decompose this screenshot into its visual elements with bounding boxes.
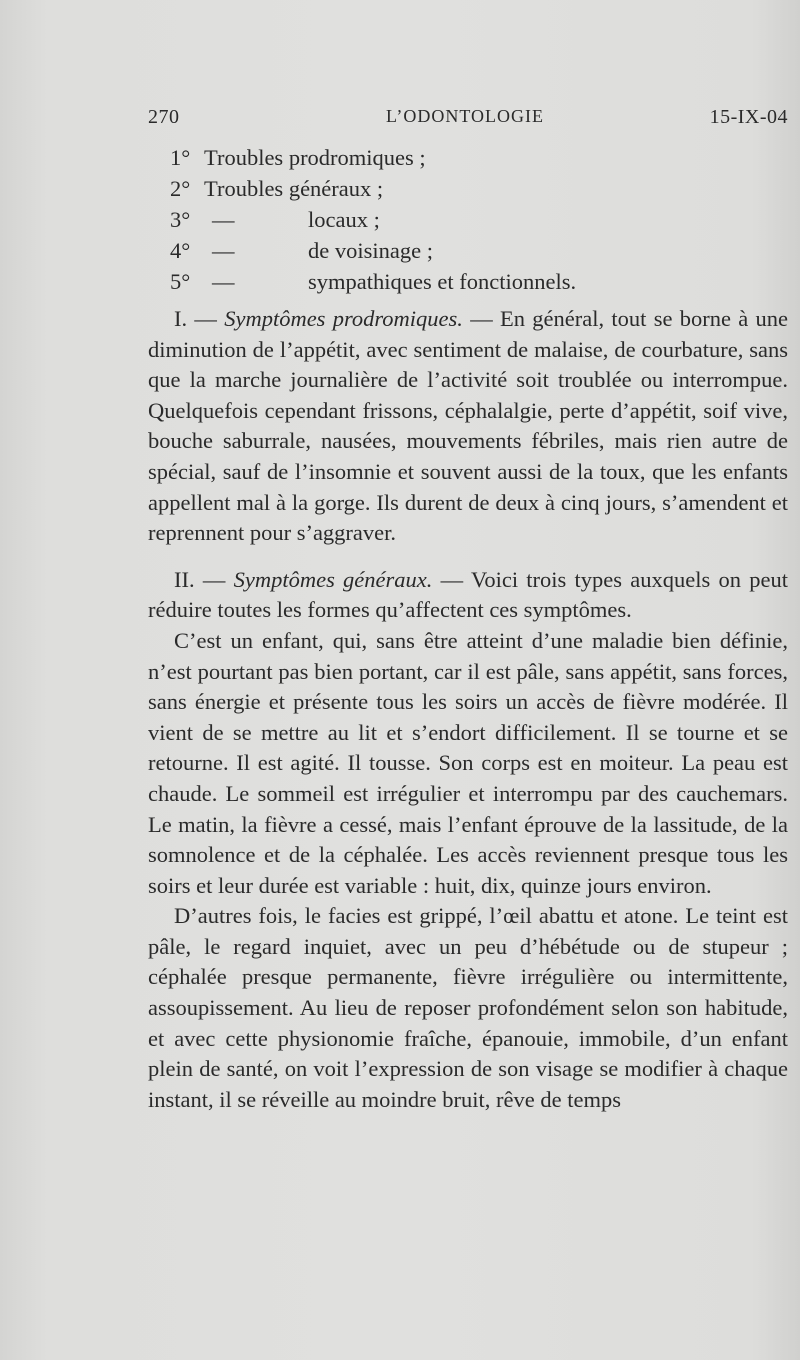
list-number: 4° — [170, 238, 191, 263]
list-item — [170, 142, 576, 173]
list-number: 2° — [170, 176, 191, 201]
section-text: — Voici trois types auxquels on peut réduire toutes les formes qu’affectent ces symptômes. — [148, 566, 788, 623]
ditto-dash: — — [212, 238, 235, 263]
list-item — [170, 173, 576, 204]
ditto-dash: — — [212, 207, 235, 232]
section-generaux — [148, 565, 788, 626]
list-text: locaux ; — [308, 207, 380, 232]
list-text: sympathiques et fonctionnels. — [308, 269, 577, 294]
page-number: 270 — [148, 106, 180, 128]
symptom-list — [170, 142, 576, 297]
section-number: I. — — [174, 306, 225, 331]
ditto-dash: — — [212, 269, 235, 294]
list-item — [170, 204, 576, 235]
section-heading: Symptômes prodromiques. — [224, 306, 463, 331]
list-text: Troubles généraux ; — [204, 176, 384, 201]
list-item — [170, 266, 576, 297]
issue-date: 15-IX-04 — [709, 106, 788, 128]
list-text: Troubles prodromiques ; — [204, 145, 426, 170]
list-number: 3° — [170, 207, 191, 232]
list-item — [170, 235, 576, 266]
list-text: de voisinage ; — [308, 238, 433, 263]
section-text: — En général, tout se borne à une diminution de l’appétit, avec sentiment de malaise, de courbature, sans que la marche journalière de l’activité soit troublée ou interrompue. Quelquefois cependant frissons, céphalalgie, perte d’appétit, soif vive, bouche saburrale, nausées, mouvements fébriles, mais rien autre de spécial, sauf de l’insomnie et souvent aussi de la toux, que les enfants appellent mal à la gorge. Ils durent de deux à cinq jours, s’amendent et reprennent pour s’aggraver. — [148, 306, 788, 546]
paragraph: C’est un enfant, qui, sans être atteint d’une maladie bien définie, n’est pourtant pas bien portant, car il est pâle, sans appétit, sans forces, sans énergie et présente tous les soirs un accès de fièvre modérée. Il vient de se mettre au lit et s’endort difficilement. Il se tourne et se retourne. Il est agité. Il tousse. Son corps est en moiteur. La peau est chaude. Le sommeil est irrégulier et interrompu par des cauchemars. Le matin, la fièvre a cessé, mais l’enfant éprouve de la lassitude, de la somnolence et de la céphalée. Les accès reviennent presque tous les soirs et leur durée est variable : huit, dix, quinze jours environ. — [148, 627, 788, 898]
journal-title: L’ODONTOLOGIE — [386, 106, 544, 126]
body-text — [148, 304, 788, 1115]
section-number: II. — — [174, 566, 234, 592]
section-heading: Symptômes généraux. — [233, 566, 433, 592]
section-prodromiques — [148, 304, 788, 549]
paragraph: D’autres fois, le facies est grippé, l’œil abattu et atone. Le teint est pâle, le regard inquiet, avec un peu d’hébétude ou de stupeur ; céphalée presque permanente, fièvre irrégulière ou intermittente, assoupissement. Au lieu de reposer profondément selon son habitude, et avec cette physionomie fraîche, épanouie, immobile, d’un enfant plein de santé, on voit l’expression de son visage se modifier à chaque instant, il se réveille au moindre bruit, rêve de temps — [148, 903, 788, 1112]
list-number: 5° — [170, 269, 191, 294]
list-number: 1° — [170, 145, 191, 170]
